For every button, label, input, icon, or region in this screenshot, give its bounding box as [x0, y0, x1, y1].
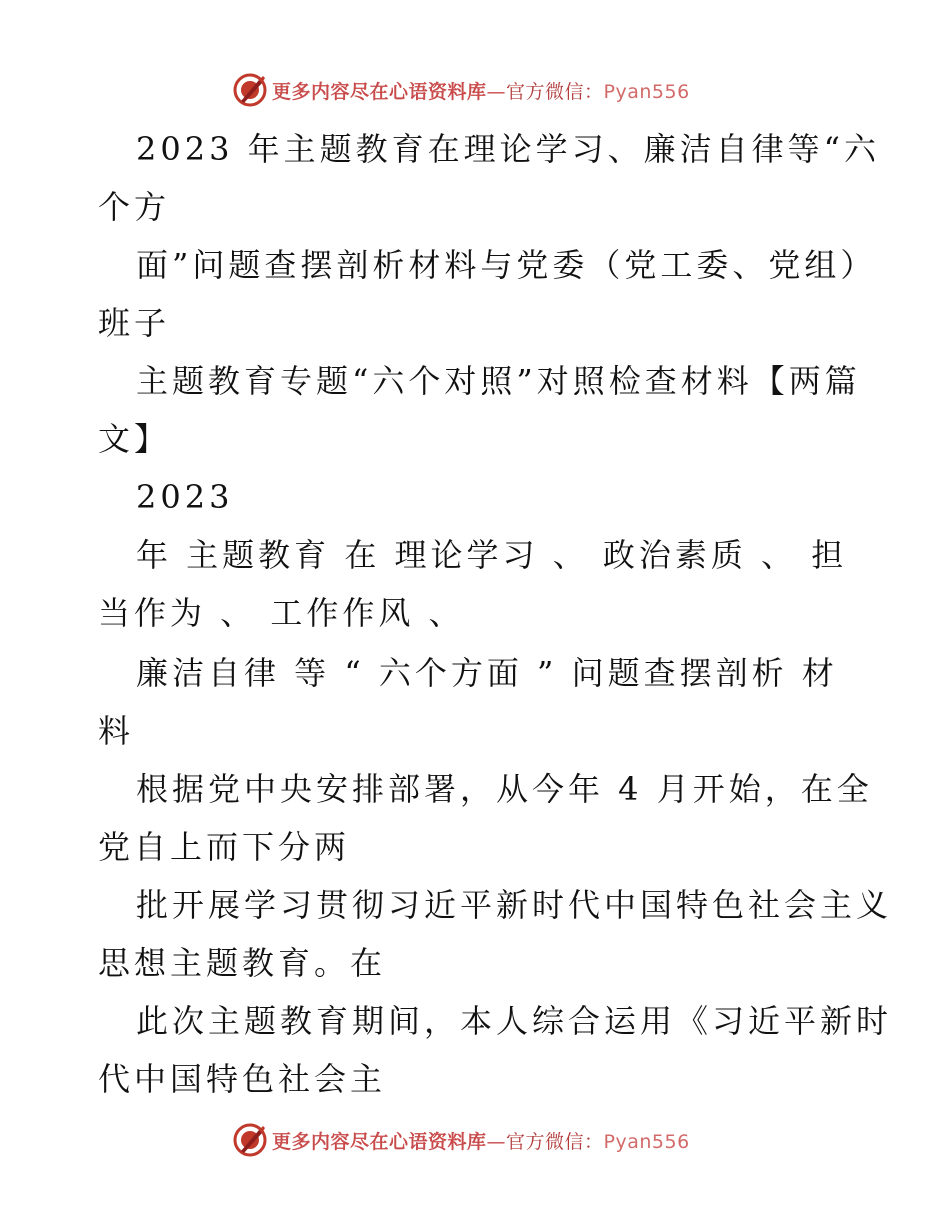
- text-line: 2023: [136, 478, 234, 516]
- pen-logo-icon: [232, 1122, 268, 1158]
- banner-main-text: 更多内容尽在心语资料库: [272, 1130, 487, 1153]
- banner-main-text: 更多内容尽在心语资料库: [272, 80, 487, 103]
- text-line: 料: [98, 712, 135, 750]
- text-line: 面”问题查摆剖析材料与党委（党工委、党组）: [136, 246, 877, 284]
- text-line: 当作为 、 工作作风 、: [98, 594, 465, 632]
- text-line: 个方: [98, 188, 171, 226]
- text-line: 年 主题教育 在 理论学习 、 政治素质 、 担: [136, 536, 848, 574]
- banner-separator: —: [486, 80, 507, 103]
- text-line: 代中国特色社会主: [98, 1060, 387, 1098]
- text-line: 班子: [98, 304, 171, 342]
- text-line: 2023 年主题教育在理论学习、廉洁自律等“六: [136, 130, 880, 168]
- banner-wechat-id: Pyan556: [603, 1130, 690, 1153]
- text-line: 此次主题教育期间，本人综合运用《习近平新时: [136, 1002, 893, 1040]
- text-line: 文】: [98, 420, 171, 458]
- text-line: 根据党中央安排部署，从今年 4 月开始，在全: [136, 770, 873, 808]
- text-line: 思想主题教育。在: [98, 944, 387, 982]
- banner-wechat-label: 官方微信：: [506, 80, 604, 103]
- footer-banner: [0, 1120, 950, 1160]
- text-line: 党自上而下分两: [98, 828, 351, 866]
- banner-separator: —: [486, 1130, 507, 1153]
- text-line: 批开展学习贯彻习近平新时代中国特色社会主义: [136, 886, 893, 924]
- text-line: 主题教育专题“六个对照”对照检查材料【两篇: [136, 362, 861, 400]
- text-line: 廉洁自律 等 “ 六个方面 ” 问题查摆剖析 材: [136, 654, 838, 692]
- banner-wechat-id: Pyan556: [603, 80, 690, 103]
- banner-wechat-label: 官方微信：: [506, 1130, 604, 1153]
